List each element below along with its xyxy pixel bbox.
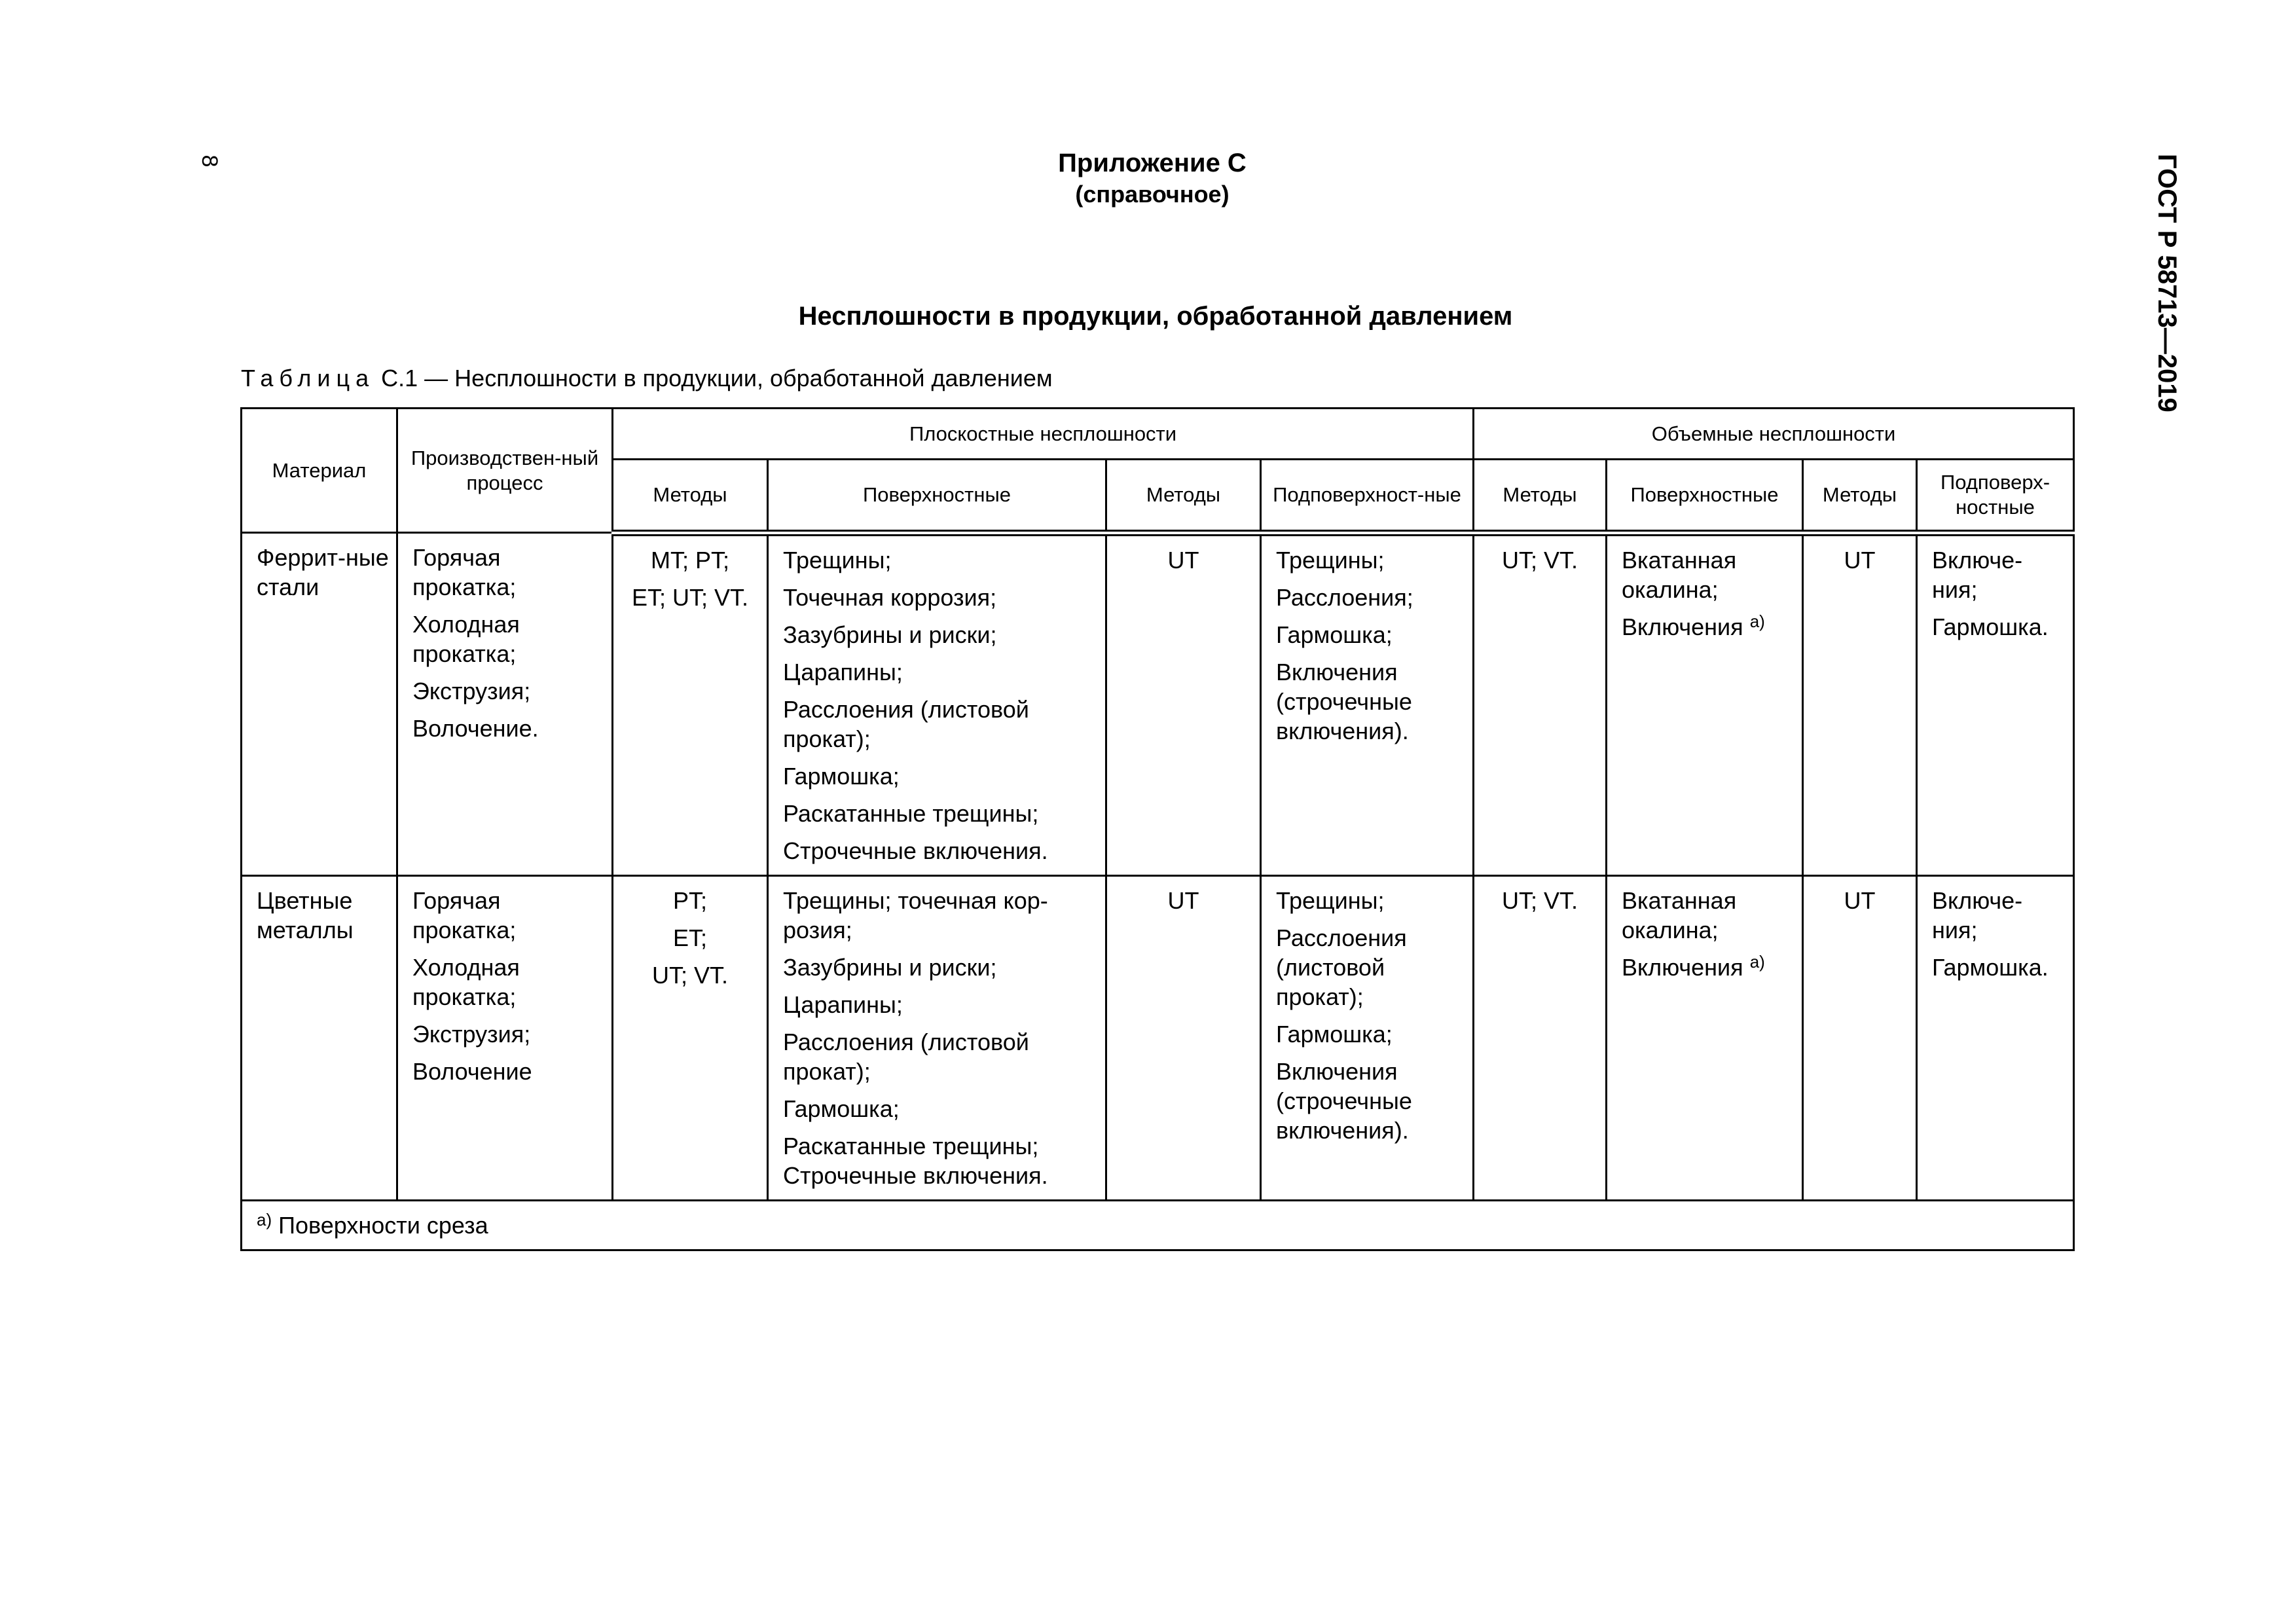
list-item: Вкатанная окалина; [1622, 546, 1737, 603]
cell-material: Феррит-ные стали [242, 533, 397, 876]
list-item: Горячая прокатка; [412, 544, 517, 600]
header-volumetric-group: Объемные несплошности [1474, 409, 2074, 460]
list-item: Вкатанная окалина; [1622, 886, 1737, 943]
cell-volumetric-subsurface-methods: UT [1803, 533, 1917, 876]
document-code: ГОСТ Р 58713—2019 [2153, 154, 2181, 412]
cell-material: Цветные металлы [242, 875, 397, 1200]
cell-planar-subsurface-methods: UT [1106, 875, 1261, 1200]
list-item: Трещины; [783, 546, 892, 574]
table-row [242, 533, 2074, 876]
discontinuities-table [240, 407, 2075, 1251]
list-item: Гармошка; [783, 1095, 900, 1122]
list-item: Зазубрины и риски; [783, 953, 997, 981]
cell-process [397, 533, 613, 876]
table-caption-prefix: Таблица [241, 365, 375, 392]
footnote-mark: а) [1749, 951, 1765, 972]
list-item: Включе-ния; [1932, 886, 2023, 943]
list-item: Царапины; [783, 991, 903, 1018]
list-item: Расслоения (листовой прокат); [783, 1028, 1029, 1085]
list-item: Горячая прокатка; [412, 886, 517, 943]
header-methods-planar-surface: Методы [613, 460, 768, 533]
list-item-text: Включения [1622, 613, 1743, 640]
header-material: Материал [242, 409, 397, 533]
list-item: Трещины; точечная кор-розия; [783, 886, 1048, 943]
header-volumetric-surface: Поверхностные [1607, 460, 1803, 533]
footnote-mark: а) [1749, 611, 1765, 631]
list-item: Раскатанные трещины; Строчечные включения. [783, 1132, 1048, 1189]
cell-planar-subsurface [1261, 533, 1474, 876]
list-item: Экструзия; [412, 678, 531, 704]
cell-planar-surface-methods [613, 875, 768, 1200]
footnote-mark: а) [257, 1209, 272, 1230]
header-methods-planar-subsurface: Методы [1106, 460, 1261, 533]
list-item: Точечная коррозия; [783, 583, 997, 611]
list-item: PT; [672, 886, 707, 914]
list-item: Царапины; [783, 658, 903, 685]
list-item: Холодная прокатка; [412, 611, 520, 667]
header-planar-surface: Поверхностные [768, 460, 1106, 533]
appendix-title: Приложение С [1058, 149, 1247, 177]
list-item: Включе-ния; [1932, 546, 2023, 603]
list-item: UT; VT. [651, 961, 728, 989]
list-item: Волочение [412, 1057, 532, 1085]
list-item: Расслоения; [1276, 583, 1413, 611]
table-caption [241, 363, 1288, 393]
header-planar-subsurface: Подповерхност-ные [1261, 460, 1474, 533]
table-caption-text: С.1 — Несплошности в продукции, обработанной давлением [374, 365, 1053, 392]
list-item: ET; UT; VT. [631, 583, 749, 611]
list-item: Гармошка; [1276, 1020, 1393, 1048]
cell-volumetric-subsurface [1917, 533, 2074, 876]
header-methods-volumetric-surface: Методы [1474, 460, 1607, 533]
list-item: ET; [672, 924, 707, 951]
page-number: 8 [197, 155, 222, 168]
cell-planar-surface-methods [613, 533, 768, 876]
cell-planar-subsurface-methods: UT [1106, 533, 1261, 876]
footnote-text: Поверхности среза [272, 1211, 488, 1239]
cell-volumetric-subsurface [1917, 875, 2074, 1200]
list-item: Гармошка; [1276, 621, 1393, 648]
list-item: Гармошка. [1932, 613, 2049, 640]
cell-process [397, 875, 613, 1200]
list-item: Волочение. [412, 715, 539, 742]
list-item: Трещины; [1276, 886, 1385, 914]
list-item: Экструзия; [412, 1020, 531, 1048]
list-item: Холодная прокатка; [412, 953, 520, 1010]
cell-volumetric-surface [1607, 875, 1803, 1200]
list-item: Гармошка. [1932, 953, 2049, 981]
table-footnote [242, 1200, 2074, 1250]
cell-volumetric-surface-methods: UT; VT. [1474, 533, 1607, 876]
list-item-text: Включения [1622, 953, 1743, 981]
cell-planar-subsurface [1261, 875, 1474, 1200]
footnote-row [242, 1200, 2074, 1250]
list-item: Трещины; [1276, 546, 1385, 574]
list-item: Раскатанные трещины; [783, 799, 1039, 827]
list-item: Строчечные включения. [783, 837, 1048, 864]
appendix-subtitle: (справочное) [1075, 181, 1230, 208]
cell-planar-surface [768, 875, 1106, 1200]
section-title: Несплошности в продукции, обработанной давлением [798, 302, 1513, 331]
list-item: Зазубрины и риски; [783, 621, 997, 648]
list-item: Включения (строчечные включения). [1276, 658, 1412, 744]
table-row [242, 875, 2074, 1200]
header-methods-volumetric-subsurface: Методы [1803, 460, 1917, 533]
header-process: Производствен-ный процесс [397, 409, 613, 533]
cell-volumetric-surface [1607, 533, 1803, 876]
list-item: Включения (строчечные включения). [1276, 1057, 1412, 1144]
cell-planar-surface [768, 533, 1106, 876]
list-item: Расслоения (листовой прокат); [1276, 924, 1407, 1010]
list-item: Расслоения (листовой прокат); [783, 695, 1029, 752]
list-item [1622, 612, 1795, 642]
header-planar-group: Плоскостные несплошности [613, 409, 1474, 460]
cell-volumetric-surface-methods: UT; VT. [1474, 875, 1607, 1200]
list-item [1622, 953, 1795, 982]
list-item: MT; PT; [650, 546, 729, 574]
header-volumetric-subsurface: Подповерх-ностные [1917, 460, 2074, 533]
cell-volumetric-subsurface-methods: UT [1803, 875, 1917, 1200]
list-item: Гармошка; [783, 762, 900, 790]
